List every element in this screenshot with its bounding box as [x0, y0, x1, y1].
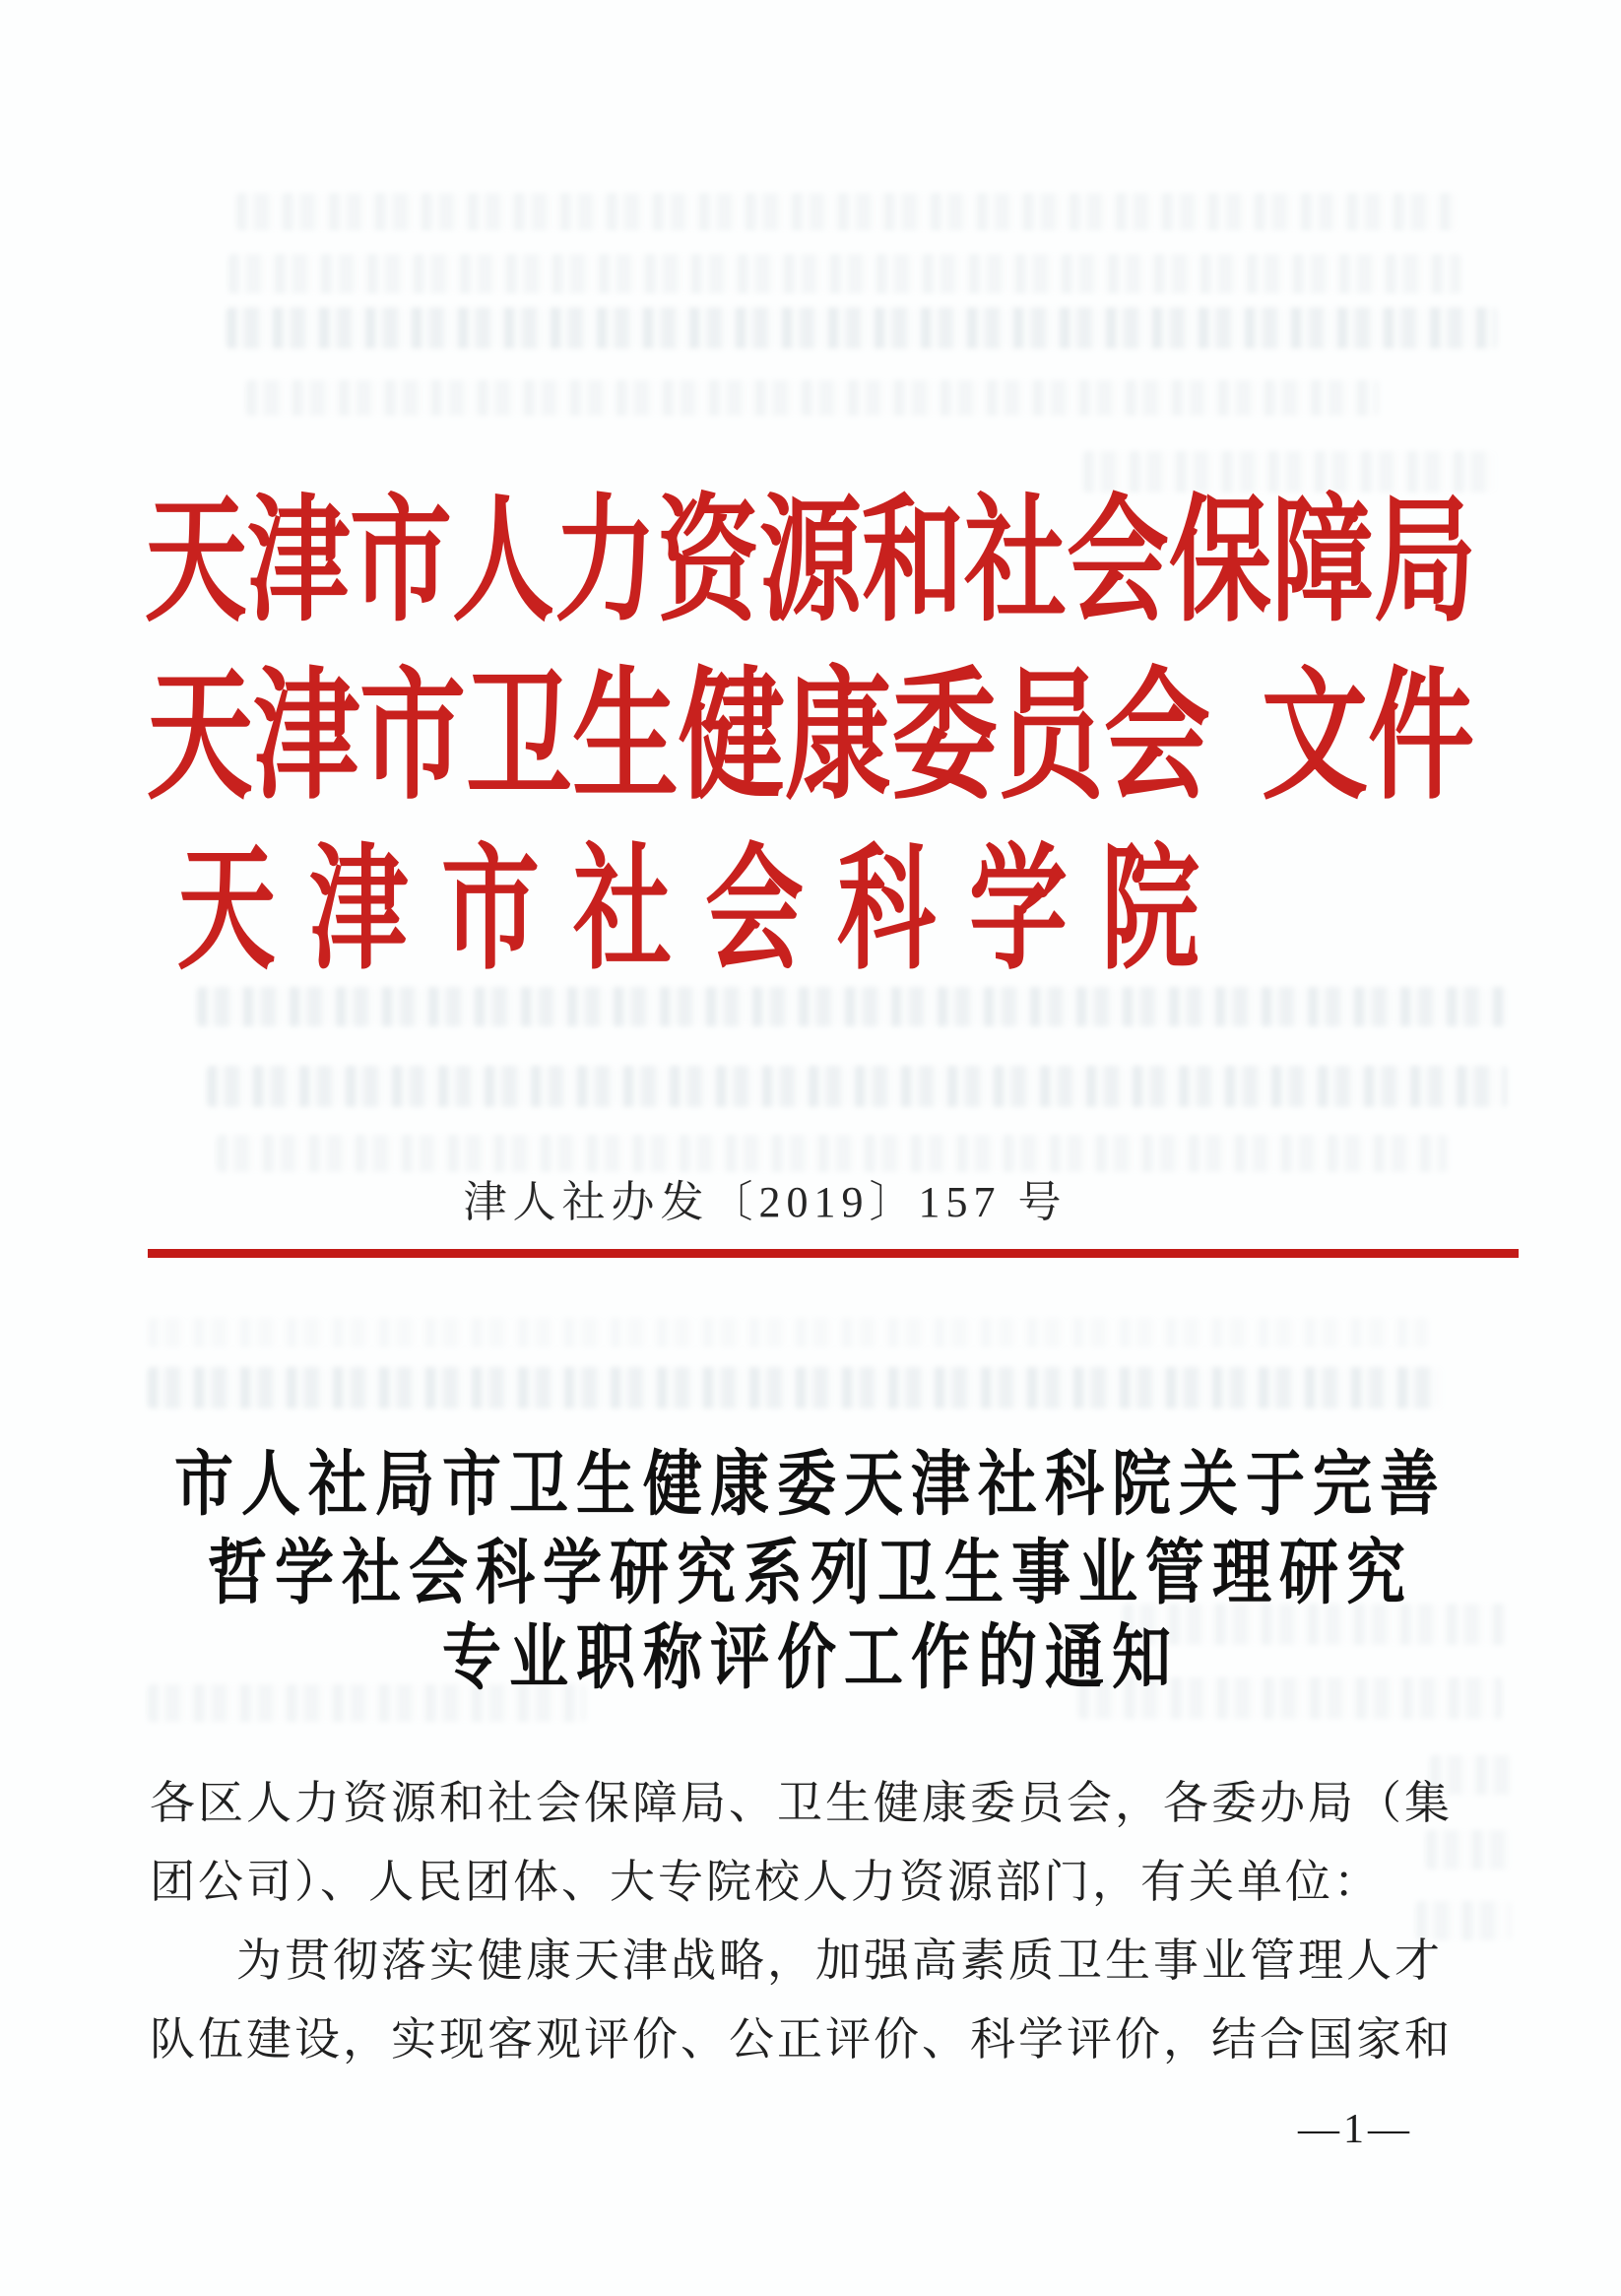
- bleed-through-artifact: [236, 193, 1458, 230]
- notice-title-line-1: 市人社局市卫生健康委天津社科院关于完善: [174, 1446, 1447, 1525]
- bleed-through-artifact: [207, 1066, 1507, 1107]
- issuer-line-3: 天津市社会科学院: [177, 834, 1233, 987]
- body-line-3: 为贯彻落实健康天津战略，加强高素质卫生事业管理人才: [236, 1935, 1443, 1986]
- bleed-through-artifact: [148, 1318, 1428, 1347]
- issuer-line-1: 天津市人力资源和社会保障局: [144, 486, 1476, 639]
- bleed-through-artifact: [246, 380, 1379, 416]
- issuer-line-2: [0, 659, 1621, 818]
- red-divider-line: [148, 1249, 1519, 1258]
- notice-title-line-3: 专业职称评价工作的通知: [442, 1619, 1179, 1698]
- issuer-line-2-name: 天津市卫生健康委员会: [146, 659, 1210, 818]
- body-line-4: 队伍建设，实现客观评价、公正评价、科学评价，结合国家和: [150, 2014, 1453, 2065]
- document-number: 津人社办发〔2019〕157 号: [463, 1178, 1068, 1226]
- bleed-through-artifact: [228, 254, 1461, 294]
- bleed-through-artifact: [148, 1367, 1443, 1409]
- page-number: —1—: [1298, 2107, 1413, 2152]
- notice-title-line-2: 哲学社会科学研究系列卫生事业管理研究: [208, 1535, 1413, 1613]
- body-line-2: 团公司）、人民团体、大专院校人力资源部门，有关单位：: [150, 1857, 1382, 1907]
- bleed-through-artifact: [197, 987, 1507, 1026]
- bleed-through-artifact: [1416, 1901, 1511, 1940]
- bleed-through-artifact: [1426, 1830, 1511, 1870]
- doc-type-label: 文件: [1262, 659, 1475, 818]
- bleed-through-artifact: [227, 307, 1497, 349]
- body-line-1: 各区人力资源和社会保障局、卫生健康委员会，各委办局（集: [150, 1778, 1453, 1828]
